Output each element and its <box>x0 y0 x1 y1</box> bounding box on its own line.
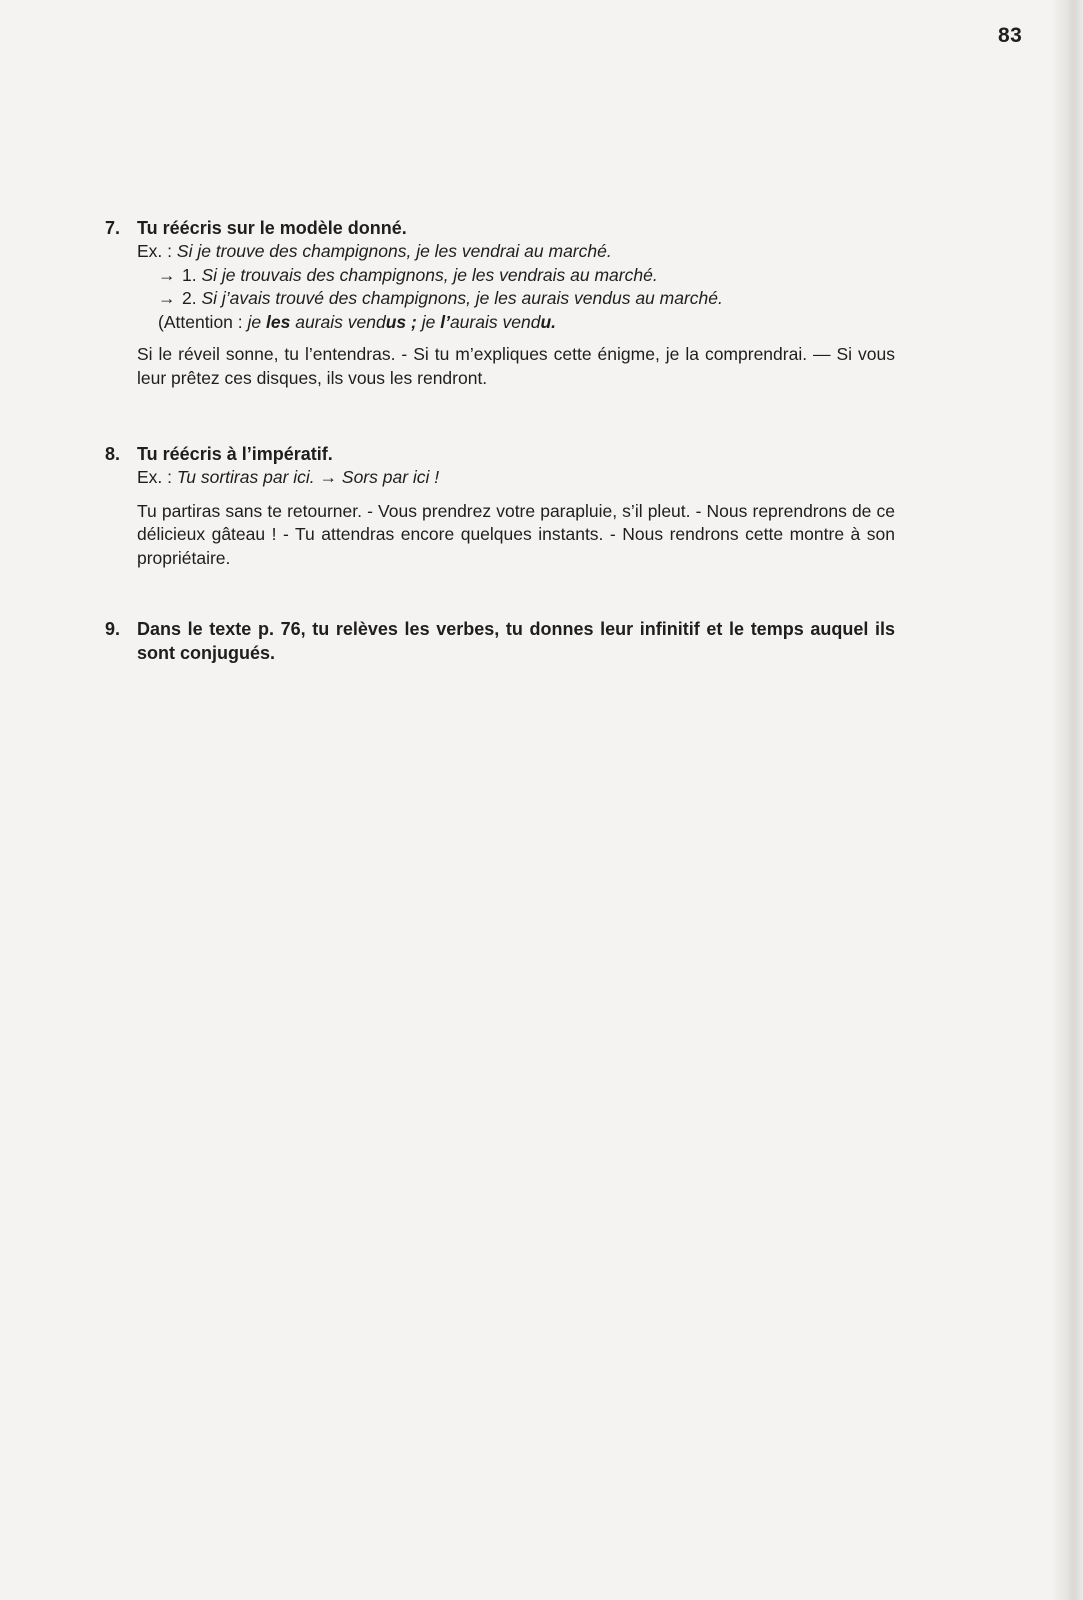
arrow-icon: → <box>158 264 176 285</box>
exercise-7 <box>105 216 895 390</box>
transform-sentence: Si je trouvais des champignons, je les vendrais au marché. <box>201 264 658 285</box>
example-line <box>137 240 895 264</box>
attention-stem: vend <box>347 311 386 332</box>
example-answer: Sors par ici ! <box>341 467 440 487</box>
attention-stem: vend <box>502 311 541 332</box>
transform-number: 1. <box>182 264 197 285</box>
exercise-instruction: Dans le texte p. 76, tu relèves les verbes, tu donnes leur infinitif et le temps auquel ils sont conjugués. <box>137 619 895 663</box>
exercise-9 <box>105 617 895 665</box>
attention-pronoun: l’ <box>440 311 450 332</box>
page-number: 83 <box>998 24 1023 47</box>
attention-prefix: (Attention : <box>158 311 243 332</box>
attention-pronoun: les <box>266 311 291 332</box>
exercise-body: Si le réveil sonne, tu l’entendras. - Si tu m’expliques cette énigme, je la comprendrai. — Si vous leur prêtez ces disques, ils vous les rendront. <box>137 344 895 388</box>
example-question: Tu sortiras par ici. <box>176 467 315 487</box>
attention-word: aurais <box>295 311 343 332</box>
exercise-8 <box>105 442 895 570</box>
transform-number: 2. <box>182 288 197 308</box>
attention-ending: us ; <box>385 311 417 332</box>
arrow-icon: → <box>158 288 176 308</box>
exercise-9-heading <box>105 617 895 665</box>
example-label: Ex. : <box>137 241 173 261</box>
attention-ending: u. <box>540 311 557 332</box>
transform-line-2 <box>158 287 895 311</box>
exercise-body: Tu partiras sans te retourner. - Vous prendrez votre parapluie, s’il pleut. - Nous reprendrons de ce délicieux gâteau ! - Tu attendras encore quelques instants. - Nous rendrons cette montre à son propriétaire. <box>137 500 895 568</box>
exercise-instruction: Tu réécris sur le modèle donné. <box>137 218 407 238</box>
attention-word: aurais <box>449 311 498 332</box>
attention-note <box>158 311 895 335</box>
transform-line-1 <box>158 264 895 288</box>
transform-sentence: Si j’avais trouvé des champignons, je les aurais vendus au marché. <box>201 288 723 308</box>
example-sentence: Si je trouve des champignons, je les vendrai au marché. <box>176 241 612 261</box>
attention-word: je <box>421 311 436 332</box>
exercise-number: 9. <box>105 619 121 639</box>
exercise-7-heading <box>105 216 895 240</box>
example-line <box>137 466 895 490</box>
exercise-8-heading <box>105 442 895 466</box>
exercise-number: 8. <box>105 444 121 464</box>
attention-word: je <box>247 311 262 332</box>
exercise-instruction: Tu réécris à l’impératif. <box>137 444 333 464</box>
exercise-number: 7. <box>105 218 121 238</box>
example-label: Ex. : <box>137 467 173 487</box>
arrow-icon: → <box>319 467 338 487</box>
page-edge <box>1053 0 1083 1600</box>
